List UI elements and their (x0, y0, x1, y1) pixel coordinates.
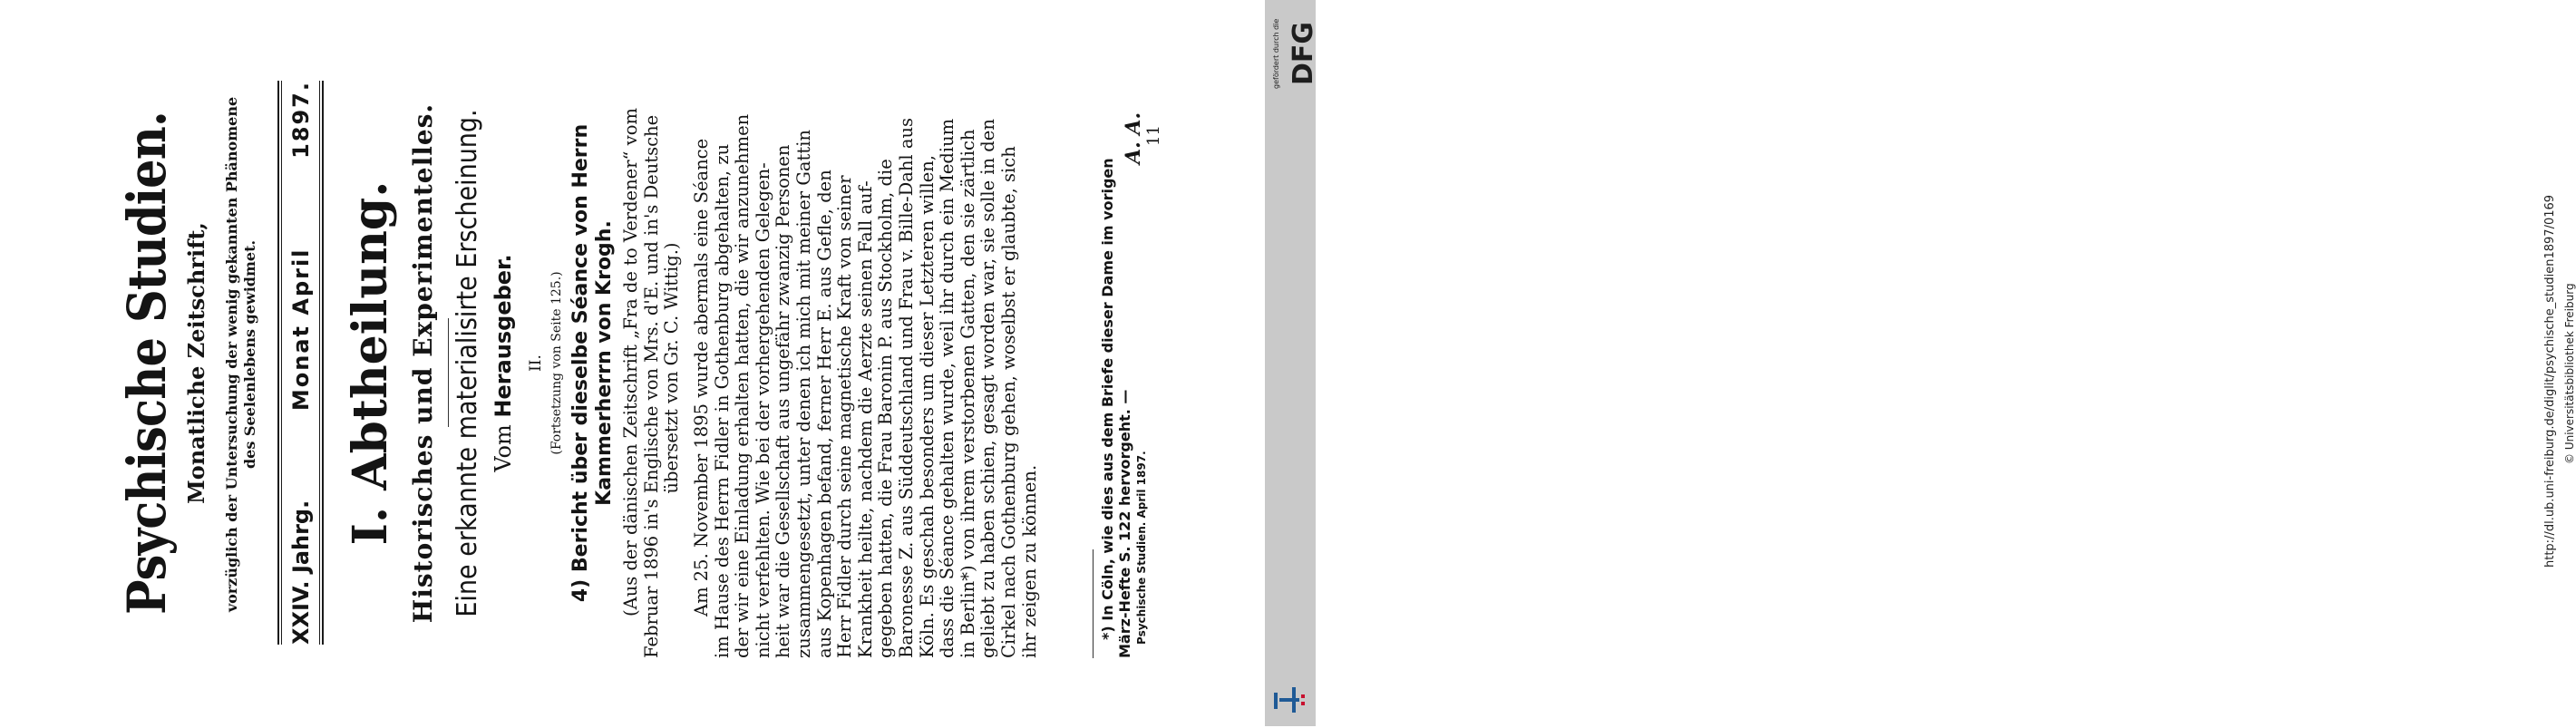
footnote-divider (1093, 549, 1094, 658)
funding-note: gefördert durch die (1272, 18, 1280, 89)
body-line: nicht verfehlten. Wie bei der vorhergehenden Gelegen- (752, 162, 773, 658)
report-title-line1: 4) Bericht über dieselbe Séance von Herrn (569, 123, 592, 603)
body-line: zusammengesetzt, unter denen ich mich mit meiner Gattin (792, 130, 814, 658)
year-label: 1897. (288, 81, 314, 159)
body-line: dass die Séance gehalten wurde, weil ihr durch ein Medium (937, 118, 958, 658)
report-title (569, 0, 617, 726)
section-title: I. Abtheilung. (343, 180, 398, 546)
section-subtitle: Historisches und Experimentelles. (408, 102, 438, 624)
report-title-line2: Kammerherrn von Krogh. (593, 220, 616, 506)
body-line: Herr Fidler durch seine magnetische Kraft von seiner (834, 175, 856, 658)
rotated-journal-page (0, 0, 1265, 726)
byline-prefix: Vom (491, 424, 516, 472)
body-line: Krankheit heilte, nachdem die Aerzte seinen Fall auf- (854, 180, 876, 658)
footnote-line1: *) In Cöln, wie dies aus dem Briefe dieser Dame im vorigen (1099, 158, 1116, 640)
body-line: heit war die Gesellschaft aus ungefähr zwanzig Personen (773, 144, 794, 658)
dfg-logo-text: DFG (1288, 21, 1319, 85)
journal-subtitle: Monatliche Zeitschrift, (183, 222, 209, 504)
masthead-top-rule-thin (281, 81, 282, 645)
intro-line: übersetzt von Gr. C. Wittig.) (661, 242, 683, 494)
intro-line: (Aus der dänischen Zeitschrift „Fra de to Verdener“ vom (620, 108, 641, 616)
body-line: ihr zeigen zu können. (1018, 464, 1040, 658)
footnote-signature: A. A. (1122, 112, 1145, 164)
article-part-numeral: II. (527, 354, 545, 372)
body-line: im Hause des Herrn Fidler in Gothenburg abgehalten, zu (711, 143, 733, 658)
body-line: in Berlin*) von ihrem verstorbenen Gatten, den sie zärtlich (957, 129, 978, 658)
journal-title: Psychische Studien. (116, 112, 178, 615)
page-number: 11 (1144, 125, 1163, 146)
section-divider (448, 318, 449, 427)
journal-dedication-line2: des Seelenlebens gewidmet. (241, 239, 258, 470)
footnote (1099, 78, 1133, 658)
body-line: Cirkel nach Gothenburg gehen, woselbst er glaubte, sich (997, 146, 1019, 658)
dfg-logo-icon[interactable] (1288, 0, 1319, 91)
viewer-sidebar (1265, 0, 2576, 726)
body-line: Köln. Es geschah besonders um dieser Letzteren willen, (916, 154, 938, 658)
masthead-bottom-rule (322, 81, 324, 645)
masthead-bottom-rule-thin (319, 81, 320, 645)
body-line: gegeben hatten, die Frau Baronin P. aus Stockholm, die (875, 159, 897, 658)
continuation-note: (Fortsetzung von Seite 125.) (549, 271, 564, 455)
body-line: der wir eine Einladung erhalten hatten, die wir anzunehmen (732, 113, 753, 658)
issue-info-row (288, 81, 314, 645)
report-body (692, 78, 1040, 658)
journal-dedication-line1: vorzüglich der Untersuchung der wenig gekannten Phänomene (223, 96, 240, 613)
footnote-line2: März-Hefte S. 122 hervorgeht. — (1116, 389, 1133, 658)
body-line: aus Kopenhagen befand, ferner Herr E. aus Gefle, den (813, 170, 835, 658)
running-foot: Psychische Studien. April 1897. (1135, 451, 1148, 645)
report-intro (621, 78, 683, 658)
ub-freiburg-logo-icon[interactable] (1267, 673, 1316, 723)
body-line: Am 25. November 1895 wurde abermals eine Séance (691, 138, 712, 616)
masthead-top-rule (277, 81, 279, 645)
article-title: Eine erkannte materialisirte Erscheinung. (452, 109, 483, 617)
intro-line: Februar 1896 in's Englische von Mrs. d'E. und in's Deutsche (640, 114, 662, 658)
body-line: Baronesse Z. aus Süddeutschland und Frau v. Bille-Dahl aus (895, 117, 917, 658)
article-byline (491, 0, 516, 726)
body-line: geliebt zu haben schien, gesagt worden war, sie solle in den (977, 119, 999, 658)
month-label: Monat April (288, 248, 314, 412)
byline-name: Herausgeber. (491, 254, 516, 418)
copyright-notice: © Universitätsbibliothek Freiburg (2563, 283, 2576, 464)
permalink-url[interactable]: http://dl.ub.uni-freiburg.de/diglit/psychische_studien1897/0169 (2543, 194, 2557, 568)
volume-label: XXIV. Jahrg. (288, 500, 314, 645)
